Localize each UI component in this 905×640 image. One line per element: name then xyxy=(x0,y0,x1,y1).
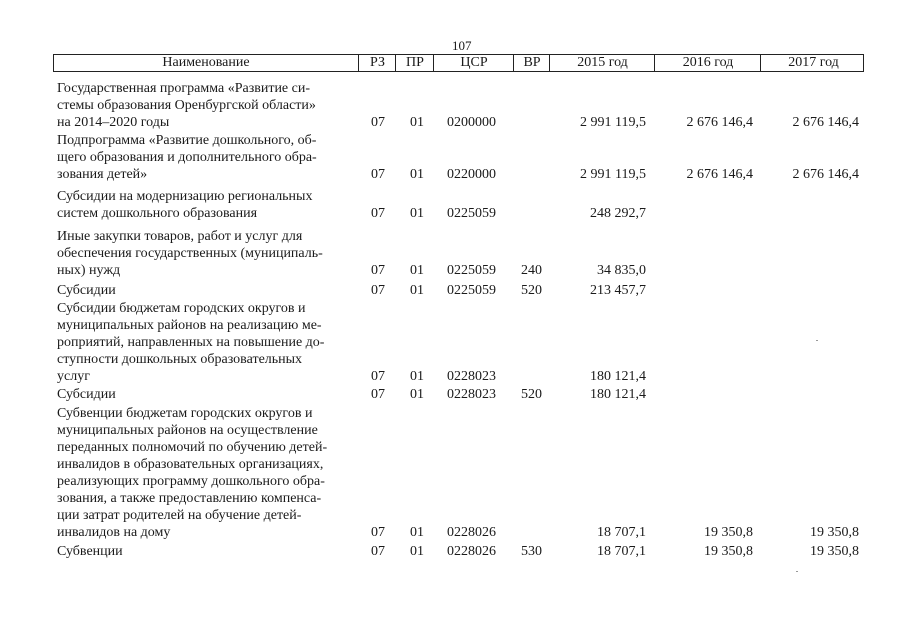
row-csr: 0225059 xyxy=(447,206,496,221)
row-2017: 19 350,8 xyxy=(810,525,859,540)
row-rz: 07 xyxy=(371,206,385,221)
row-2016: 19 350,8 xyxy=(704,525,753,540)
row-vr: 240 xyxy=(521,263,542,278)
header-vr: ВР xyxy=(513,55,550,71)
table-row xyxy=(57,386,862,403)
row-csr: 0220000 xyxy=(447,167,496,182)
table-row xyxy=(57,80,862,131)
page-number: 107 xyxy=(452,38,472,53)
row-pr: 01 xyxy=(410,525,424,540)
row-rz: 07 xyxy=(371,167,385,182)
row-name: Субвенции xyxy=(57,544,123,559)
header-csr: ЦСР xyxy=(433,55,514,71)
row-csr: 0225059 xyxy=(447,263,496,278)
row-rz: 07 xyxy=(371,544,385,559)
row-pr: 01 xyxy=(410,206,424,221)
row-rz: 07 xyxy=(371,283,385,298)
row-2015: 180 121,4 xyxy=(590,387,646,402)
row-name: Субсидии xyxy=(57,283,116,298)
row-2015: 213 457,7 xyxy=(590,283,646,298)
row-csr: 0228026 xyxy=(447,525,496,540)
row-name: Субвенции бюджетам городских округов и муниципальных районов на осуществление переданных полномочий по обучению детей- инвалидов в образовательных организациях, реализующих программу дошкольного обра- зования, а также предоставлению компенса- ции затрат родителей на обучение детей- инвалидов на дому xyxy=(57,406,328,540)
row-csr: 0228023 xyxy=(447,369,496,384)
row-2016: 2 676 146,4 xyxy=(686,115,753,130)
row-rz: 07 xyxy=(371,115,385,130)
row-name: Субсидии xyxy=(57,387,116,402)
row-2015: 18 707,1 xyxy=(597,544,646,559)
table-row xyxy=(57,543,862,560)
table-row xyxy=(57,132,862,183)
row-name: Подпрограмма «Развитие дошкольного, об- щего образования и дополнительного обра- зования детей» xyxy=(57,133,317,182)
row-name: Субсидии на модернизацию региональных систем дошкольного образования xyxy=(57,189,313,221)
row-2015: 2 991 119,5 xyxy=(580,115,646,130)
header-name: Наименование xyxy=(162,55,250,70)
row-2015: 180 121,4 xyxy=(590,369,646,384)
table-header xyxy=(53,54,864,72)
table-row xyxy=(57,300,862,385)
row-rz: 07 xyxy=(371,387,385,402)
row-pr: 01 xyxy=(410,263,424,278)
row-rz: 07 xyxy=(371,525,385,540)
row-pr: 01 xyxy=(410,369,424,384)
scan-speck xyxy=(816,340,818,341)
table-row xyxy=(57,282,862,299)
row-2017: 2 676 146,4 xyxy=(792,167,859,182)
row-csr: 0225059 xyxy=(447,283,496,298)
row-vr: 520 xyxy=(521,387,542,402)
table-row xyxy=(57,228,862,279)
row-2015: 34 835,0 xyxy=(597,263,646,278)
row-pr: 01 xyxy=(410,115,424,130)
row-2016: 2 676 146,4 xyxy=(686,167,753,182)
row-pr: 01 xyxy=(410,167,424,182)
row-pr: 01 xyxy=(410,544,424,559)
row-vr: 520 xyxy=(521,283,542,298)
header-2015: 2015 год xyxy=(549,55,655,71)
row-2015: 2 991 119,5 xyxy=(580,167,646,182)
row-pr: 01 xyxy=(410,387,424,402)
row-csr: 0200000 xyxy=(447,115,496,130)
table-row xyxy=(57,188,862,222)
row-2015: 248 292,7 xyxy=(590,206,646,221)
header-2017: 2017 год xyxy=(760,55,866,71)
row-2017: 19 350,8 xyxy=(810,544,859,559)
row-vr: 530 xyxy=(521,544,542,559)
row-csr: 0228026 xyxy=(447,544,496,559)
row-name: Государственная программа «Развитие си- стемы образования Оренбургской области» на 2014–2020 годы xyxy=(57,81,316,130)
row-rz: 07 xyxy=(371,369,385,384)
header-pr: ПР xyxy=(395,55,434,71)
row-2015: 18 707,1 xyxy=(597,525,646,540)
row-name: Иные закупки товаров, работ и услуг для обеспечения государственных (муниципаль- ных) нужд xyxy=(57,229,323,278)
row-2016: 19 350,8 xyxy=(704,544,753,559)
row-name: Субсидии бюджетам городских округов и муниципальных районов на реализацию ме- роприятий, направленных на повышение до- ступности дошкольных образовательных услуг xyxy=(57,301,325,384)
table-row xyxy=(57,405,862,541)
scan-speck xyxy=(796,571,798,572)
row-pr: 01 xyxy=(410,283,424,298)
row-csr: 0228023 xyxy=(447,387,496,402)
row-rz: 07 xyxy=(371,263,385,278)
row-2017: 2 676 146,4 xyxy=(792,115,859,130)
header-rz: РЗ xyxy=(358,55,396,71)
header-2016: 2016 год xyxy=(654,55,761,71)
